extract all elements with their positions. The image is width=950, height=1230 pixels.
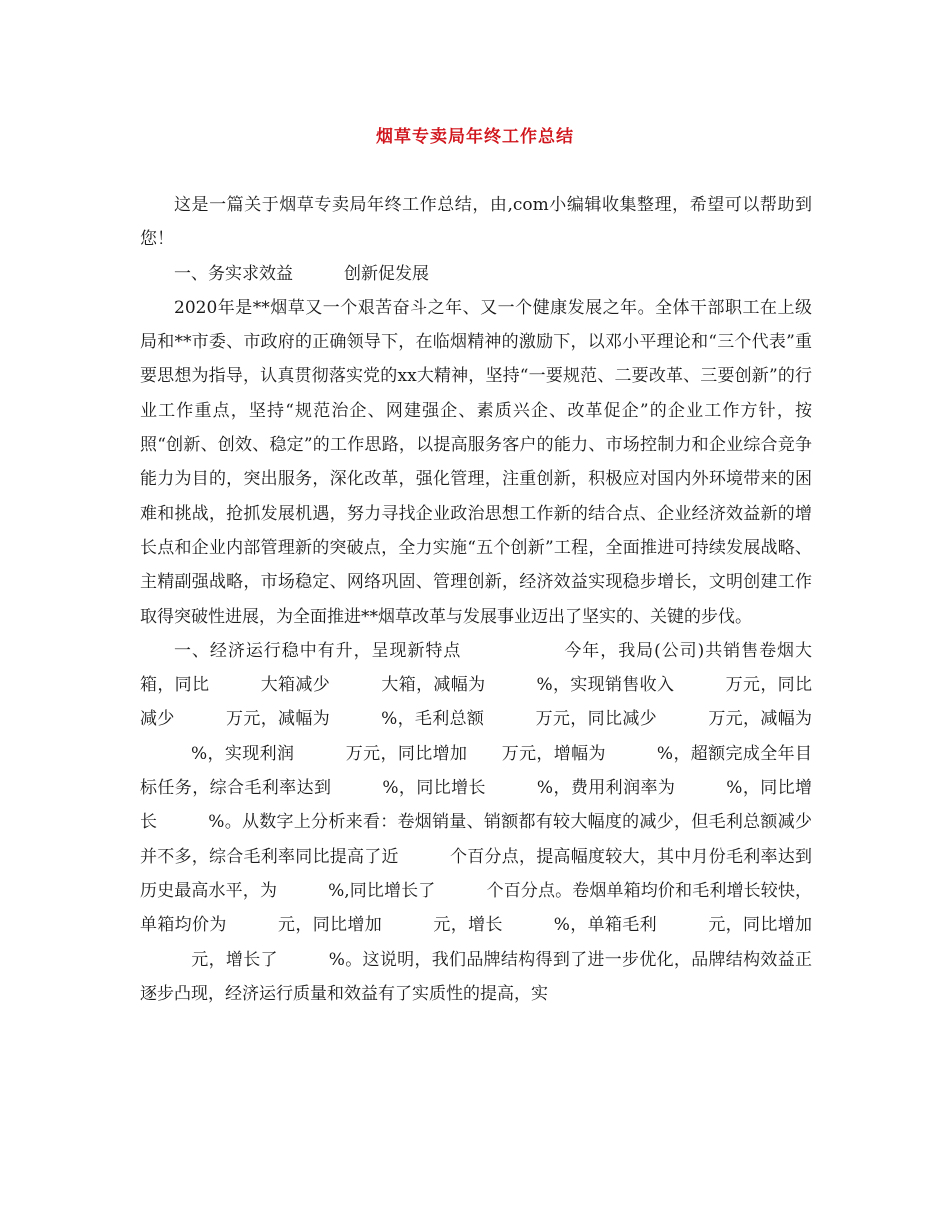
text-segment: %，毛利总额 [381, 709, 485, 730]
text-segment: %，实现销售收入 [536, 675, 675, 696]
text-segment: 大箱减少 [260, 675, 331, 696]
text-segment: 个百分点。卷烟单箱均价和毛利增长较快，单箱均价为 [140, 880, 813, 936]
section-heading-part-b: 创新促发展 [344, 263, 429, 284]
text-segment: 万元，同比减少 [535, 709, 657, 730]
paragraph-economic-results [140, 634, 812, 1011]
document-title: 烟草专卖局年终工作总结 [376, 127, 574, 147]
text-segment: 一、经济运行稳中有升，呈现新特点 [174, 640, 462, 661]
text-segment: 个百分点，提高幅度较大，其中月份毛利率达到历史最高水平，为 [140, 846, 812, 901]
text-segment: 大箱，减幅为 [381, 675, 486, 696]
text-segment: %。这说明，我们品牌结构得到了进一步优化，品牌结构效益正逐步凸现，经济运行质量和效益有了实质性的提高，实 [140, 949, 813, 1004]
text-segment: 元，同比增加 [277, 915, 383, 936]
intro-paragraph: 这是一篇关于烟草专卖局年终工作总结，由,com小编辑收集整理，希望可以帮助到您！ [140, 195, 812, 250]
text-segment: %，超额完成全年目标任务，综合毛利率达到 [140, 743, 813, 799]
text-segment: %。从数字上分析来看：卷烟销量、销额都有较大幅度的减少，但毛利总额减少并不多，综合毛利率同比提高了近 [140, 812, 812, 867]
text-segment: 万元，同比增加 [345, 743, 468, 764]
text-segment: %,同比增长了 [328, 880, 436, 901]
text-segment: 万元，减幅为 [708, 709, 813, 730]
paragraph-overview: 2020年是**烟草又一个艰苦奋斗之年、又一个健康发展之年。全体干部职工在上级局和**市委、市政府的正确领导下，在临烟精神的激励下，以邓小平理论和“三个代表”重要思想为指导，认真贯彻落实党的xx大精神，坚持“一要规范、二要改革、三要创新”的行业工作重点，坚持“规范治企、网建强企、素质兴企、改革促企”的企业工作方针，按照“创新、创效、稳定”的工作思路，以提高服务客户的能力、市场控制力和企业综合竞争能力为目的，突出服务，深化改革，强化管理，注重创新，积极应对国内外环境带来的困难和挑战，抢抓发展机遇，努力寻找企业政治思想工作新的结合点、企业经济效益新的增长点和企业内部管理新的突破点，全力实施“五个创新”工程，全面推进可持续发展战略、主精副强战略，市场稳定、网络巩固、管理创新，经济效益实现稳步增长，文明创建工作取得突破性进展，为全面推进**烟草改革与发展事业迈出了坚实的、关键的步伐。 [140, 297, 812, 627]
text-segment: %，费用利润率为 [536, 778, 676, 799]
text-segment: 元，同比增加 [708, 915, 813, 936]
text-segment: 元，增长了 [191, 949, 278, 970]
text-segment: 大箱，同比 [140, 640, 813, 696]
text-segment: 万元，减幅为 [225, 709, 331, 730]
text-segment: %，单箱毛利 [553, 915, 657, 936]
text-segment: 万元，同比减少 [140, 675, 813, 730]
document-body [140, 188, 812, 1011]
section-heading-1 [140, 257, 812, 291]
text-segment: %，实现利润 [191, 743, 295, 764]
section-heading-part-a: 一、务实求效益 [174, 263, 293, 284]
text-segment: 今年，我局(公司)共销售卷烟 [563, 640, 796, 661]
text-segment: %，同比增长 [140, 778, 813, 833]
text-segment: 万元，增幅为 [501, 743, 606, 764]
text-segment: %，同比增长 [382, 778, 486, 799]
text-segment: 元，增长 [433, 915, 503, 936]
